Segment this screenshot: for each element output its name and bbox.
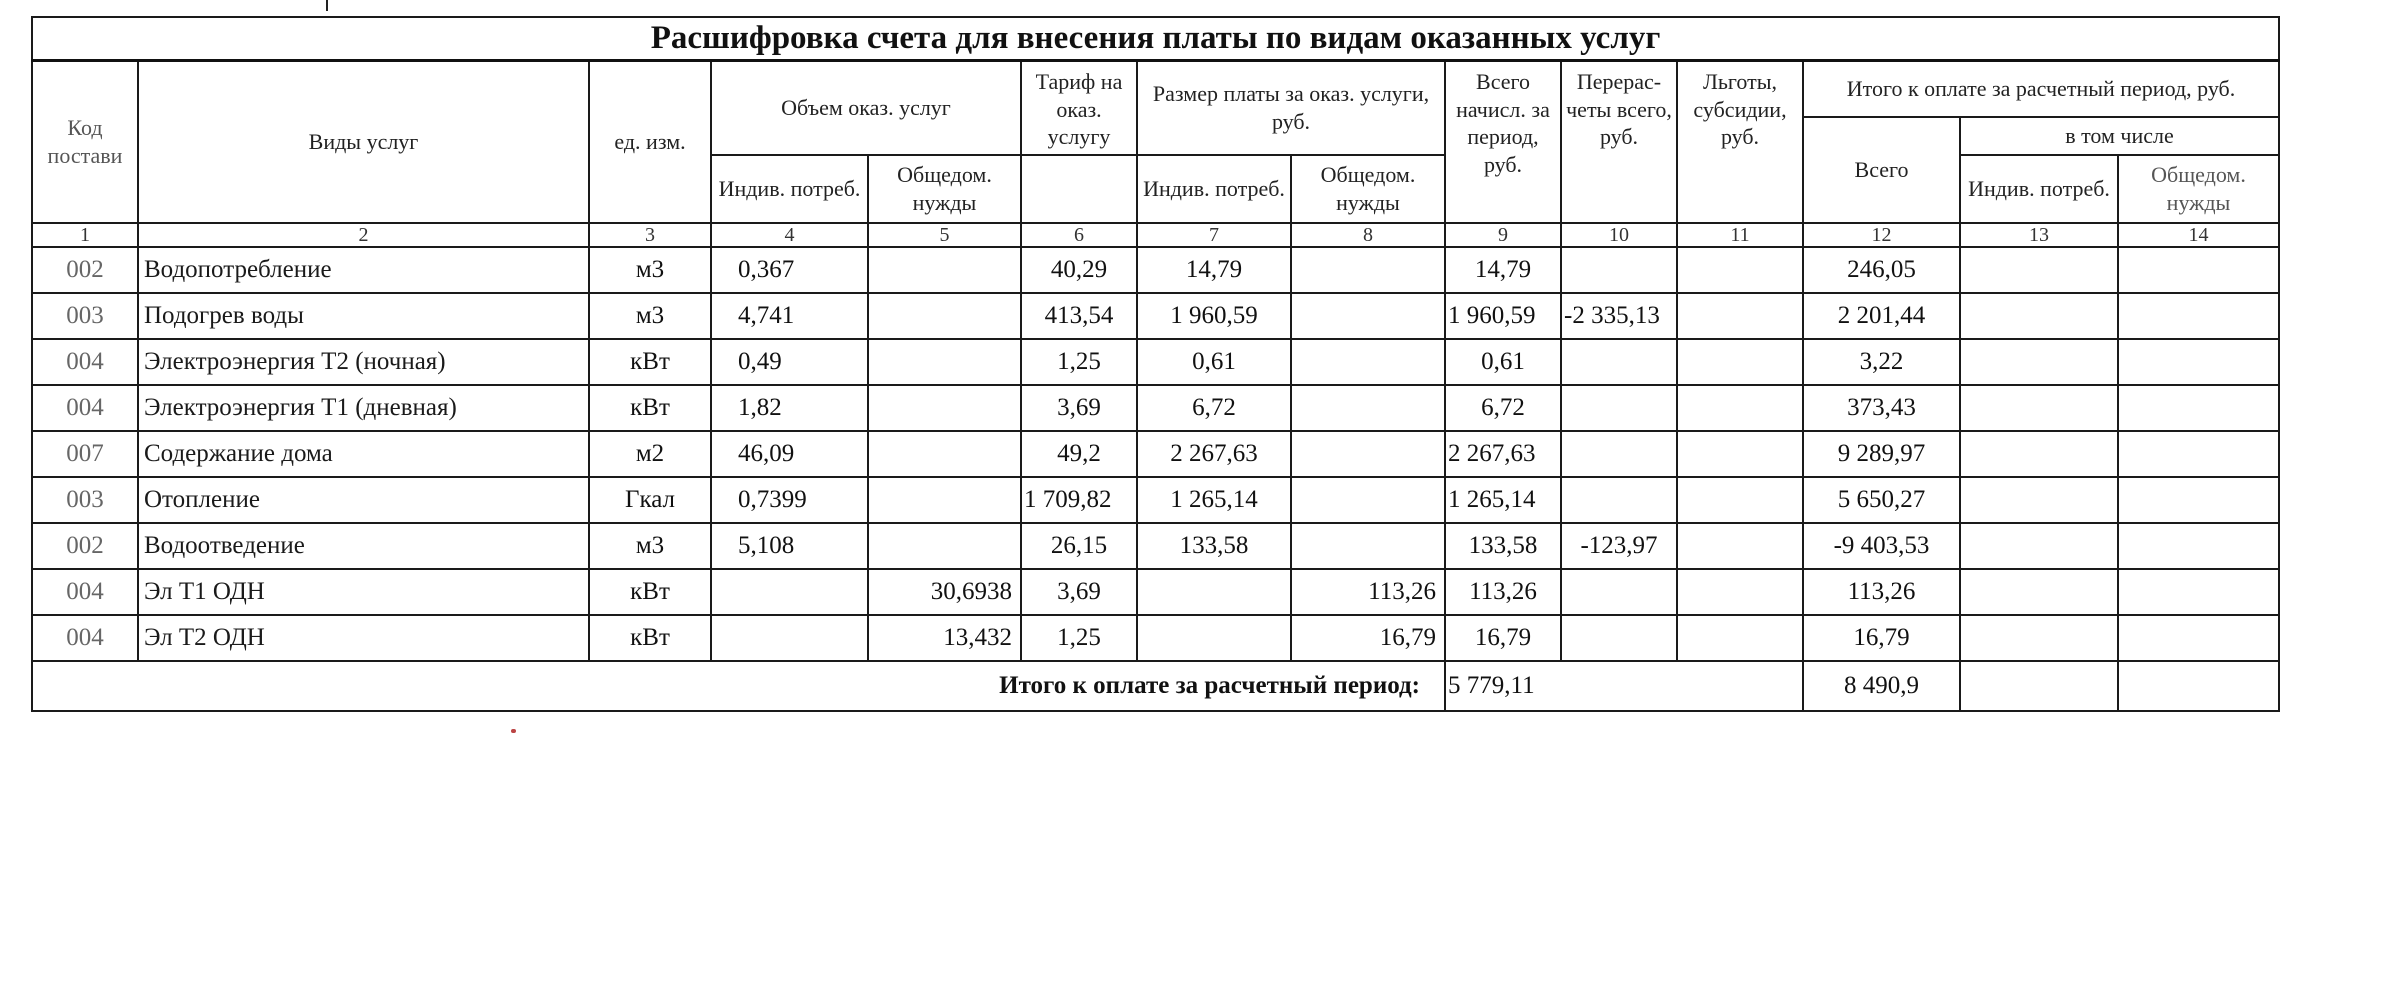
- cell-vol-indiv: 0,49: [711, 339, 868, 385]
- cell-incl-common: [2118, 477, 2279, 523]
- cell-pay-common: [1291, 431, 1445, 477]
- cell-total: 14,79: [1445, 247, 1561, 293]
- cell-tariff: 3,69: [1021, 385, 1137, 431]
- cell-tariff: 1,25: [1021, 339, 1137, 385]
- cell-vol-common: [868, 385, 1021, 431]
- cell-service: Эл Т1 ОДН: [138, 569, 589, 615]
- cell-service: Электроэнергия Т1 (дневная): [138, 385, 589, 431]
- cell-incl-indiv: [1960, 615, 2118, 661]
- header-unit: ед. изм.: [589, 61, 711, 223]
- cell-benefits: [1677, 569, 1803, 615]
- cell-code: 002: [32, 247, 138, 293]
- cell-total: 6,72: [1445, 385, 1561, 431]
- cell-incl-indiv: [1960, 293, 2118, 339]
- cell-unit: Гкал: [589, 477, 711, 523]
- cell-pay-indiv: 2 267,63: [1137, 431, 1291, 477]
- cell-to-pay: 16,79: [1803, 615, 1960, 661]
- cell-tariff: 3,69: [1021, 569, 1137, 615]
- column-number: 3: [589, 223, 711, 247]
- cell-recalc: -123,97: [1561, 523, 1677, 569]
- cell-vol-common: [868, 293, 1021, 339]
- cell-vol-common: [868, 477, 1021, 523]
- cell-service: Эл Т2 ОДН: [138, 615, 589, 661]
- totals-incl-indiv: [1960, 661, 2118, 711]
- cell-unit: кВт: [589, 569, 711, 615]
- cell-service: Водопотребление: [138, 247, 589, 293]
- cell-to-pay: 3,22: [1803, 339, 1960, 385]
- cell-pay-common: 113,26: [1291, 569, 1445, 615]
- column-number: 4: [711, 223, 868, 247]
- cell-incl-indiv: [1960, 385, 2118, 431]
- header-volume-common: Общедом. нужды: [868, 155, 1021, 223]
- cell-vol-common: 13,432: [868, 615, 1021, 661]
- totals-to-pay: 8 490,9: [1803, 661, 1960, 711]
- cell-to-pay: 373,43: [1803, 385, 1960, 431]
- document-title: Расшифровка счета для внесения платы по видам оказанных услуг: [32, 17, 2279, 61]
- cell-pay-common: [1291, 477, 1445, 523]
- column-number: 1: [32, 223, 138, 247]
- header-to-pay-total: Всего: [1803, 117, 1960, 223]
- cell-vol-indiv: 0,7399: [711, 477, 868, 523]
- cell-service: Водоотведение: [138, 523, 589, 569]
- cell-vol-common: [868, 523, 1021, 569]
- cell-incl-common: [2118, 339, 2279, 385]
- cell-benefits: [1677, 339, 1803, 385]
- table-row: [32, 615, 2279, 661]
- header-tariff: Тариф на оказ. услугу: [1021, 61, 1137, 155]
- table-row: [32, 247, 2279, 293]
- cell-incl-indiv: [1960, 477, 2118, 523]
- cell-tariff: 1,25: [1021, 615, 1137, 661]
- cell-vol-indiv: 46,09: [711, 431, 868, 477]
- table-row: [32, 293, 2279, 339]
- cell-pay-common: 16,79: [1291, 615, 1445, 661]
- cell-unit: м3: [589, 523, 711, 569]
- table-row: [32, 523, 2279, 569]
- cell-pay-indiv: 1 960,59: [1137, 293, 1291, 339]
- cell-service: Подогрев воды: [138, 293, 589, 339]
- cell-benefits: [1677, 431, 1803, 477]
- cell-tariff: 26,15: [1021, 523, 1137, 569]
- cell-vol-indiv: 0,367: [711, 247, 868, 293]
- cell-tariff: 40,29: [1021, 247, 1137, 293]
- header-payment-indiv: Индив. потреб.: [1137, 155, 1291, 223]
- cell-unit: м3: [589, 293, 711, 339]
- cell-vol-indiv: 5,108: [711, 523, 868, 569]
- cell-to-pay: 9 289,97: [1803, 431, 1960, 477]
- header-row-1: [32, 61, 2279, 117]
- header-tariff-cont: [1021, 155, 1137, 223]
- column-number: 11: [1677, 223, 1803, 247]
- table-row: [32, 385, 2279, 431]
- cell-pay-common: [1291, 339, 1445, 385]
- cell-pay-indiv: [1137, 569, 1291, 615]
- cell-incl-common: [2118, 523, 2279, 569]
- column-numbers-row: [32, 223, 2279, 247]
- cell-benefits: [1677, 385, 1803, 431]
- column-number: 6: [1021, 223, 1137, 247]
- totals-label: Итого к оплате за расчетный период:: [32, 661, 1445, 711]
- cell-pay-indiv: 14,79: [1137, 247, 1291, 293]
- header-payment: Размер платы за оказ. услуги, руб.: [1137, 61, 1445, 155]
- cell-recalc: [1561, 431, 1677, 477]
- cell-recalc: [1561, 569, 1677, 615]
- cell-code: 004: [32, 339, 138, 385]
- cell-pay-common: [1291, 523, 1445, 569]
- cell-service: Отопление: [138, 477, 589, 523]
- table-row: [32, 339, 2279, 385]
- header-code: Код постави: [32, 61, 138, 223]
- cell-tariff: 1 709,82: [1021, 477, 1137, 523]
- cell-total: 0,61: [1445, 339, 1561, 385]
- cell-benefits: [1677, 523, 1803, 569]
- cell-benefits: [1677, 293, 1803, 339]
- cell-total: 1 960,59: [1445, 293, 1561, 339]
- header-benefits: Льготы, субсидии, руб.: [1677, 61, 1803, 223]
- scan-speck: [511, 729, 516, 733]
- cell-unit: кВт: [589, 615, 711, 661]
- cell-service: Электроэнергия Т2 (ночная): [138, 339, 589, 385]
- cell-tariff: 413,54: [1021, 293, 1137, 339]
- header-incl-indiv: Индив. потреб.: [1960, 155, 2118, 223]
- cell-benefits: [1677, 477, 1803, 523]
- cell-pay-indiv: [1137, 615, 1291, 661]
- cell-incl-indiv: [1960, 431, 2118, 477]
- cell-incl-indiv: [1960, 339, 2118, 385]
- cell-pay-common: [1291, 247, 1445, 293]
- cell-total: 1 265,14: [1445, 477, 1561, 523]
- cell-total: 113,26: [1445, 569, 1561, 615]
- cell-recalc: [1561, 385, 1677, 431]
- totals-incl-common: [2118, 661, 2279, 711]
- cell-incl-common: [2118, 431, 2279, 477]
- cell-code: 003: [32, 293, 138, 339]
- cell-to-pay: 113,26: [1803, 569, 1960, 615]
- column-number: 2: [138, 223, 589, 247]
- header-service: Виды услуг: [138, 61, 589, 223]
- cell-pay-common: [1291, 385, 1445, 431]
- header-incl-common: Общедом. нужды: [2118, 155, 2279, 223]
- column-number: 10: [1561, 223, 1677, 247]
- cell-to-pay: 5 650,27: [1803, 477, 1960, 523]
- header-payment-common: Общедом. нужды: [1291, 155, 1445, 223]
- cell-unit: м2: [589, 431, 711, 477]
- totals-row: [32, 661, 2279, 711]
- cell-recalc: -2 335,13: [1561, 293, 1677, 339]
- cell-incl-indiv: [1960, 523, 2118, 569]
- cell-benefits: [1677, 615, 1803, 661]
- cell-incl-common: [2118, 247, 2279, 293]
- cell-pay-indiv: 133,58: [1137, 523, 1291, 569]
- cell-incl-indiv: [1960, 569, 2118, 615]
- cell-to-pay: 246,05: [1803, 247, 1960, 293]
- totals-charged: 5 779,11: [1445, 661, 1803, 711]
- cell-vol-indiv: 1,82: [711, 385, 868, 431]
- column-number: 12: [1803, 223, 1960, 247]
- cell-incl-common: [2118, 293, 2279, 339]
- cell-vol-common: 30,6938: [868, 569, 1021, 615]
- table-row: [32, 569, 2279, 615]
- header-recalc: Перерас-четы всего, руб.: [1561, 61, 1677, 223]
- scan-edge-mark: [326, 0, 328, 11]
- header-volume-indiv: Индив. потреб.: [711, 155, 868, 223]
- header-incl: в том числе: [1960, 117, 2279, 155]
- column-number: 14: [2118, 223, 2279, 247]
- table-row: [32, 477, 2279, 523]
- cell-vol-common: [868, 247, 1021, 293]
- cell-pay-common: [1291, 293, 1445, 339]
- header-volume: Объем оказ. услуг: [711, 61, 1021, 155]
- cell-recalc: [1561, 247, 1677, 293]
- column-number: 13: [1960, 223, 2118, 247]
- cell-to-pay: 2 201,44: [1803, 293, 1960, 339]
- cell-code: 002: [32, 523, 138, 569]
- cell-recalc: [1561, 339, 1677, 385]
- column-number: 7: [1137, 223, 1291, 247]
- header-total-charged: Всего начисл. за период, руб.: [1445, 61, 1561, 223]
- cell-vol-indiv: [711, 569, 868, 615]
- cell-code: 004: [32, 569, 138, 615]
- cell-incl-common: [2118, 569, 2279, 615]
- cell-incl-common: [2118, 385, 2279, 431]
- cell-pay-indiv: 1 265,14: [1137, 477, 1291, 523]
- bill-breakdown-table: [31, 16, 2280, 712]
- cell-vol-indiv: [711, 615, 868, 661]
- cell-incl-indiv: [1960, 247, 2118, 293]
- cell-to-pay: -9 403,53: [1803, 523, 1960, 569]
- cell-total: 2 267,63: [1445, 431, 1561, 477]
- cell-code: 003: [32, 477, 138, 523]
- cell-vol-common: [868, 431, 1021, 477]
- cell-tariff: 49,2: [1021, 431, 1137, 477]
- cell-pay-indiv: 6,72: [1137, 385, 1291, 431]
- cell-code: 004: [32, 385, 138, 431]
- cell-service: Содержание дома: [138, 431, 589, 477]
- cell-unit: кВт: [589, 385, 711, 431]
- cell-benefits: [1677, 247, 1803, 293]
- column-number: 9: [1445, 223, 1561, 247]
- cell-recalc: [1561, 477, 1677, 523]
- cell-vol-indiv: 4,741: [711, 293, 868, 339]
- cell-unit: кВт: [589, 339, 711, 385]
- cell-code: 007: [32, 431, 138, 477]
- header-to-pay: Итого к оплате за расчетный период, руб.: [1803, 61, 2279, 117]
- column-number: 8: [1291, 223, 1445, 247]
- cell-incl-common: [2118, 615, 2279, 661]
- cell-code: 004: [32, 615, 138, 661]
- title-row: [32, 17, 2279, 61]
- cell-recalc: [1561, 615, 1677, 661]
- cell-total: 133,58: [1445, 523, 1561, 569]
- column-number: 5: [868, 223, 1021, 247]
- cell-pay-indiv: 0,61: [1137, 339, 1291, 385]
- table-row: [32, 431, 2279, 477]
- cell-unit: м3: [589, 247, 711, 293]
- cell-total: 16,79: [1445, 615, 1561, 661]
- cell-vol-common: [868, 339, 1021, 385]
